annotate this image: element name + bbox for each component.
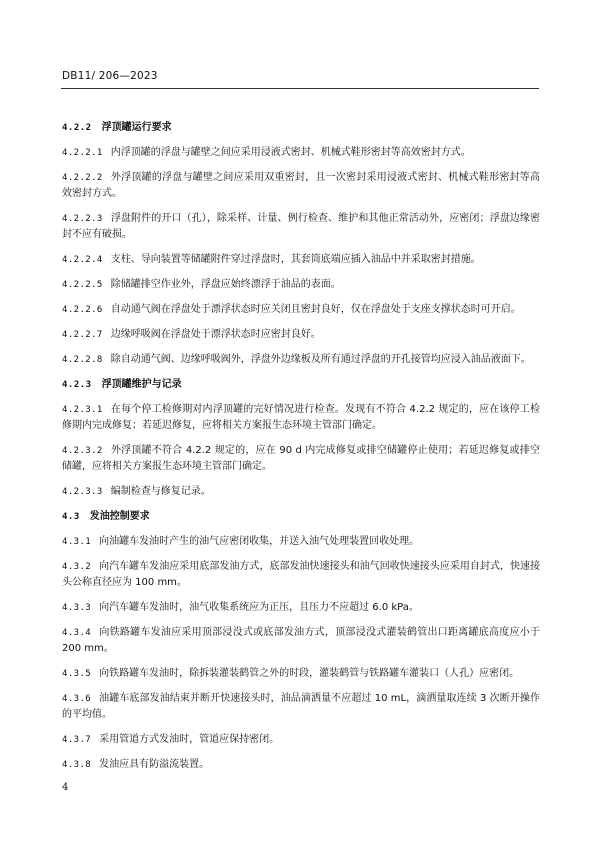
clause-paragraph xyxy=(62,327,540,343)
clause-number: 4.2.2.6 xyxy=(62,305,103,315)
header-rule xyxy=(61,88,539,89)
clause-text: 向汽车罐车发油时，油气收集系统应为正压，且压力不应超过 6.0 kPa。 xyxy=(99,602,419,613)
clause-paragraph xyxy=(62,484,540,500)
clause-text: 在每个停工检修期对内浮顶罐的完好情况进行检查。发现有不符合 4.2.2 规定的，应在该停工检修期内完成修复；若延迟修复，应将相关方案报生态环境主管部门确定。 xyxy=(62,404,540,431)
clause-number: 4.3.5 xyxy=(62,669,92,679)
clause-text: 采用管道方式发油时，管道应保持密闭。 xyxy=(99,734,280,745)
clause-paragraph xyxy=(62,277,540,293)
clause-paragraph xyxy=(62,732,540,748)
clause-number: 4.2.3.3 xyxy=(62,487,103,497)
clause-number: 4.3.8 xyxy=(62,760,92,770)
clause-text: 浮盘附件的开口（孔），除采样、计量、例行检查、维护和其他正常活动外，应密闭；浮盘边缘密封不应有破损。 xyxy=(62,213,540,240)
clause-paragraph xyxy=(62,252,540,268)
clause-number: 4.2.2.5 xyxy=(62,280,103,290)
clause-text: 支柱、导向装置等储罐附件穿过浮盘时，其套筒底端应插入油品中并采取密封措施。 xyxy=(110,254,481,265)
clause-number: 4.3.3 xyxy=(62,603,92,613)
clause-paragraph xyxy=(62,402,540,434)
clause-number: 4.3.1 xyxy=(62,537,92,547)
clause-text: 向铁路罐车发油应采用顶部浸没式或底部发油方式，顶部浸没式灌装鹤管出口距离罐底高度应小于 200 mm。 xyxy=(62,627,540,654)
clause-number: 4.3.4 xyxy=(62,628,92,638)
clause-number: 4.2.2.8 xyxy=(62,355,103,365)
clause-paragraph xyxy=(62,757,540,773)
clause-paragraph xyxy=(62,666,540,682)
clause-number: 4.2.3.2 xyxy=(62,446,103,456)
clause-paragraph xyxy=(62,691,540,723)
clause-paragraph xyxy=(62,211,540,243)
clause-text: 自动通气阀在浮盘处于漂浮状态时应关闭且密封良好，仅在浮盘处于支座支撑状态时可开启。 xyxy=(110,304,521,315)
clause-paragraph xyxy=(62,302,540,318)
heading-number: 4.2.3 xyxy=(62,380,92,390)
clause-paragraph xyxy=(62,534,540,550)
heading-number: 4.2.2 xyxy=(62,123,92,133)
clause-text: 外浮顶罐的浮盘与罐壁之间应采用双重密封，且一次密封采用浸液式密封、机械式鞋形密封等高效密封方式。 xyxy=(62,172,540,199)
clause-text: 向油罐车发油时产生的油气应密闭收集，并送入油气处理装置回收处理。 xyxy=(99,536,420,547)
section-heading xyxy=(62,377,540,393)
clause-number: 4.3.2 xyxy=(62,562,92,572)
clause-text: 发油应具有防溢流装置。 xyxy=(99,759,210,770)
clause-paragraph xyxy=(62,170,540,202)
clause-text: 向铁路罐车发油时，除拆装灌装鹤管之外的时段，灌装鹤管与铁路罐车灌装口（人孔）应密闭。 xyxy=(99,668,520,679)
heading-text: 发油控制要求 xyxy=(89,511,150,522)
clause-number: 4.2.3.1 xyxy=(62,405,103,415)
heading-text: 浮顶罐运行要求 xyxy=(101,122,172,133)
page-number: 4 xyxy=(62,782,69,793)
document-body xyxy=(62,120,540,782)
clause-number: 4.2.2.3 xyxy=(62,214,103,224)
clause-paragraph xyxy=(62,443,540,475)
clause-number: 4.2.2.1 xyxy=(62,148,103,158)
clause-number: 4.2.2.7 xyxy=(62,330,103,340)
heading-number: 4.3 xyxy=(62,512,80,522)
clause-number: 4.3.7 xyxy=(62,735,92,745)
clause-number: 4.2.2.4 xyxy=(62,255,103,265)
clause-text: 外浮顶罐不符合 4.2.2 规定的，应在 90 d 内完成修复或排空储罐停止使用；若延迟修复或排空储罐，应将相关方案报生态环境主管部门确定。 xyxy=(62,445,540,472)
clause-text: 向汽车罐车发油应采用底部发油方式，底部发油快速接头和油气回收快速接头应采用自封式，快速接头公称直径应为 100 mm。 xyxy=(62,561,540,588)
clause-text: 边缘呼吸阀在浮盘处于漂浮状态时应密封良好。 xyxy=(110,329,321,340)
clause-paragraph xyxy=(62,600,540,616)
clause-number: 4.3.6 xyxy=(62,694,92,704)
clause-paragraph xyxy=(62,625,540,657)
section-heading xyxy=(62,509,540,525)
document-code: DB11/ 206—2023 xyxy=(62,70,158,82)
clause-text: 编制检查与修复记录。 xyxy=(110,486,211,497)
clause-text: 除储罐排空作业外，浮盘应始终漂浮于油品的表面。 xyxy=(110,279,341,290)
heading-text: 浮顶罐维护与记录 xyxy=(101,379,182,390)
clause-text: 油罐车底部发油结束并断开快速接头时，油品滴洒量不应超过 10 mL，滴洒量取连续 3 次断开操作的平均值。 xyxy=(62,693,540,720)
section-heading xyxy=(62,120,540,136)
clause-text: 除自动通气阀、边缘呼吸阀外，浮盘外边缘板及所有通过浮盘的开孔接管均应浸入油品液面下。 xyxy=(110,354,531,365)
clause-paragraph xyxy=(62,145,540,161)
clause-paragraph xyxy=(62,352,540,368)
clause-text: 内浮顶罐的浮盘与罐壁之间应采用浸液式密封、机械式鞋形密封等高效密封方式。 xyxy=(110,147,471,158)
clause-paragraph xyxy=(62,559,540,591)
clause-number: 4.2.2.2 xyxy=(62,173,103,183)
